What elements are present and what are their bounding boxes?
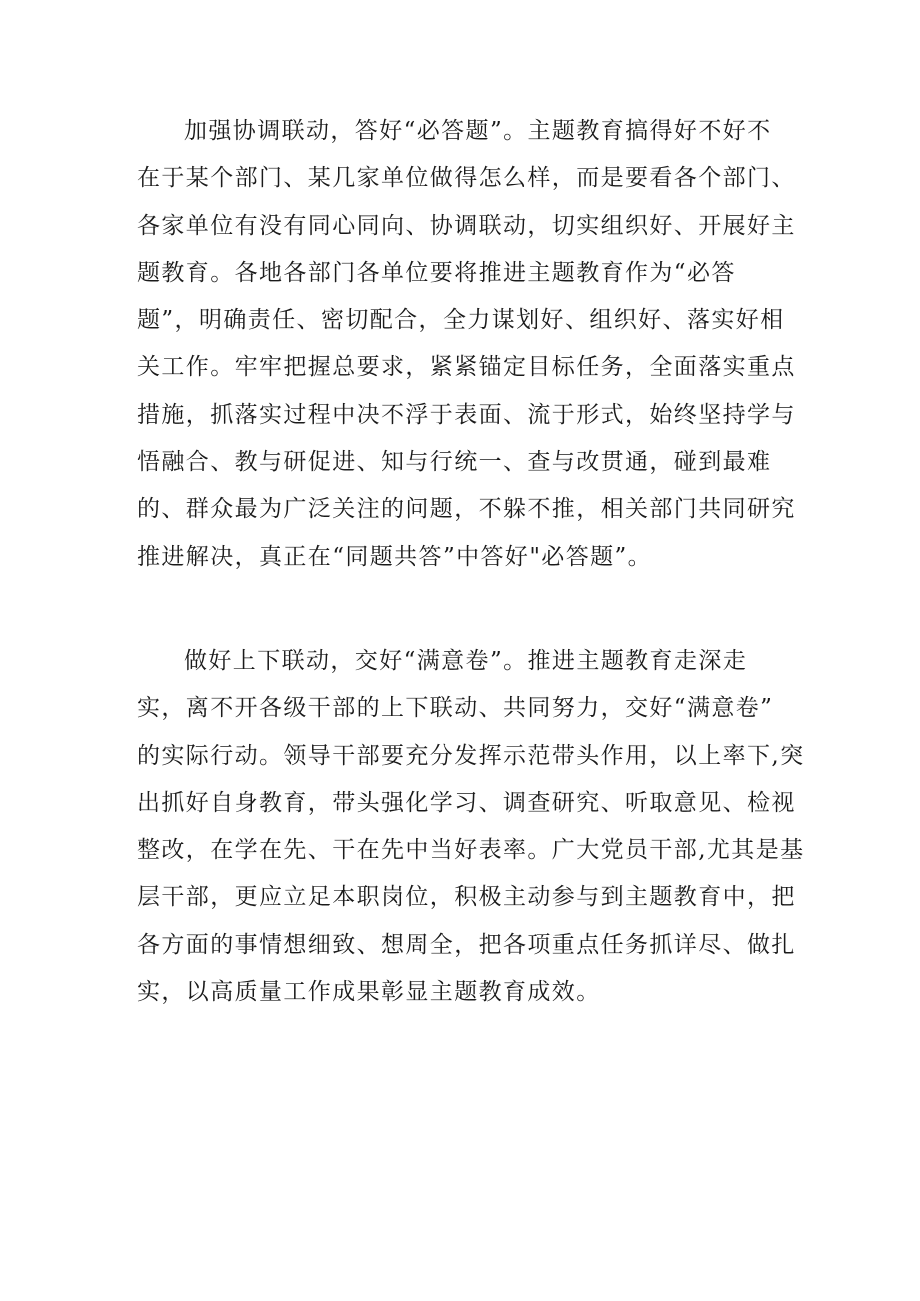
paragraph-line: 各家单位有没有同心同向、协调联动，切实组织好、开展好主: [137, 212, 796, 239]
paragraph-line: 层干部，更应立足本职岗位，积极主动参与到主题教育中，把: [137, 884, 796, 911]
paragraph-line: 出抓好自身教育，带头强化学习、调查研究、听取意见、检视: [137, 789, 796, 816]
paragraph-line: 实，离不开各级干部的上下联动、共同努力，交好“满意卷”: [137, 695, 774, 722]
paragraph-line: 题教育。各地各部门各单位要将推进主题教育作为“必答: [137, 259, 736, 286]
paragraph-line: 题”，明确责任、密切配合，全力谋划好、组织好、落实好相: [137, 307, 785, 334]
paragraph-line: 推进解决，真正在“同题共答”中答好"必答题”。: [137, 543, 653, 570]
paragraph-line: 的实际行动。领导干部要充分发挥示范带头作用，以上率下,突: [137, 742, 805, 769]
paragraph-line: 在于某个部门、某几家单位做得怎么样，而是要看各个部门、: [137, 165, 796, 192]
paragraph-line: 做好上下联动，交好“满意卷”。推进主题教育走深走: [184, 648, 748, 674]
paragraph-line: 的、群众最为广泛关注的问题，不躲不推，相关部门共同研究: [137, 496, 796, 523]
paragraph-line: 实，以高质量工作成果彰显主题教育成效。: [137, 979, 601, 1006]
paragraph-line: 各方面的事情想细致、想周全，把各项重点任务抓详尽、做扎: [137, 931, 796, 958]
paragraph-coordination: [137, 108, 796, 581]
paragraph-line: 关工作。牢牢把握总要求，紧紧锚定目标任务，全面落实重点: [137, 354, 796, 381]
paragraph-up-down-linkage: [137, 638, 805, 1016]
paragraph-line: 加强协调联动，答好“必答题”。主题教育搞得好不好不: [184, 118, 772, 144]
paragraph-line: 悟融合、教与研促进、知与行统一、查与改贯通，碰到最难: [137, 449, 772, 476]
paragraph-line: 整改，在学在先、干在先中当好表率。广大党员干部,尤其是基: [137, 837, 805, 864]
paragraph-line: 措施，抓落实过程中决不浮于表面、流于形式，始终坚持学与: [137, 401, 796, 428]
